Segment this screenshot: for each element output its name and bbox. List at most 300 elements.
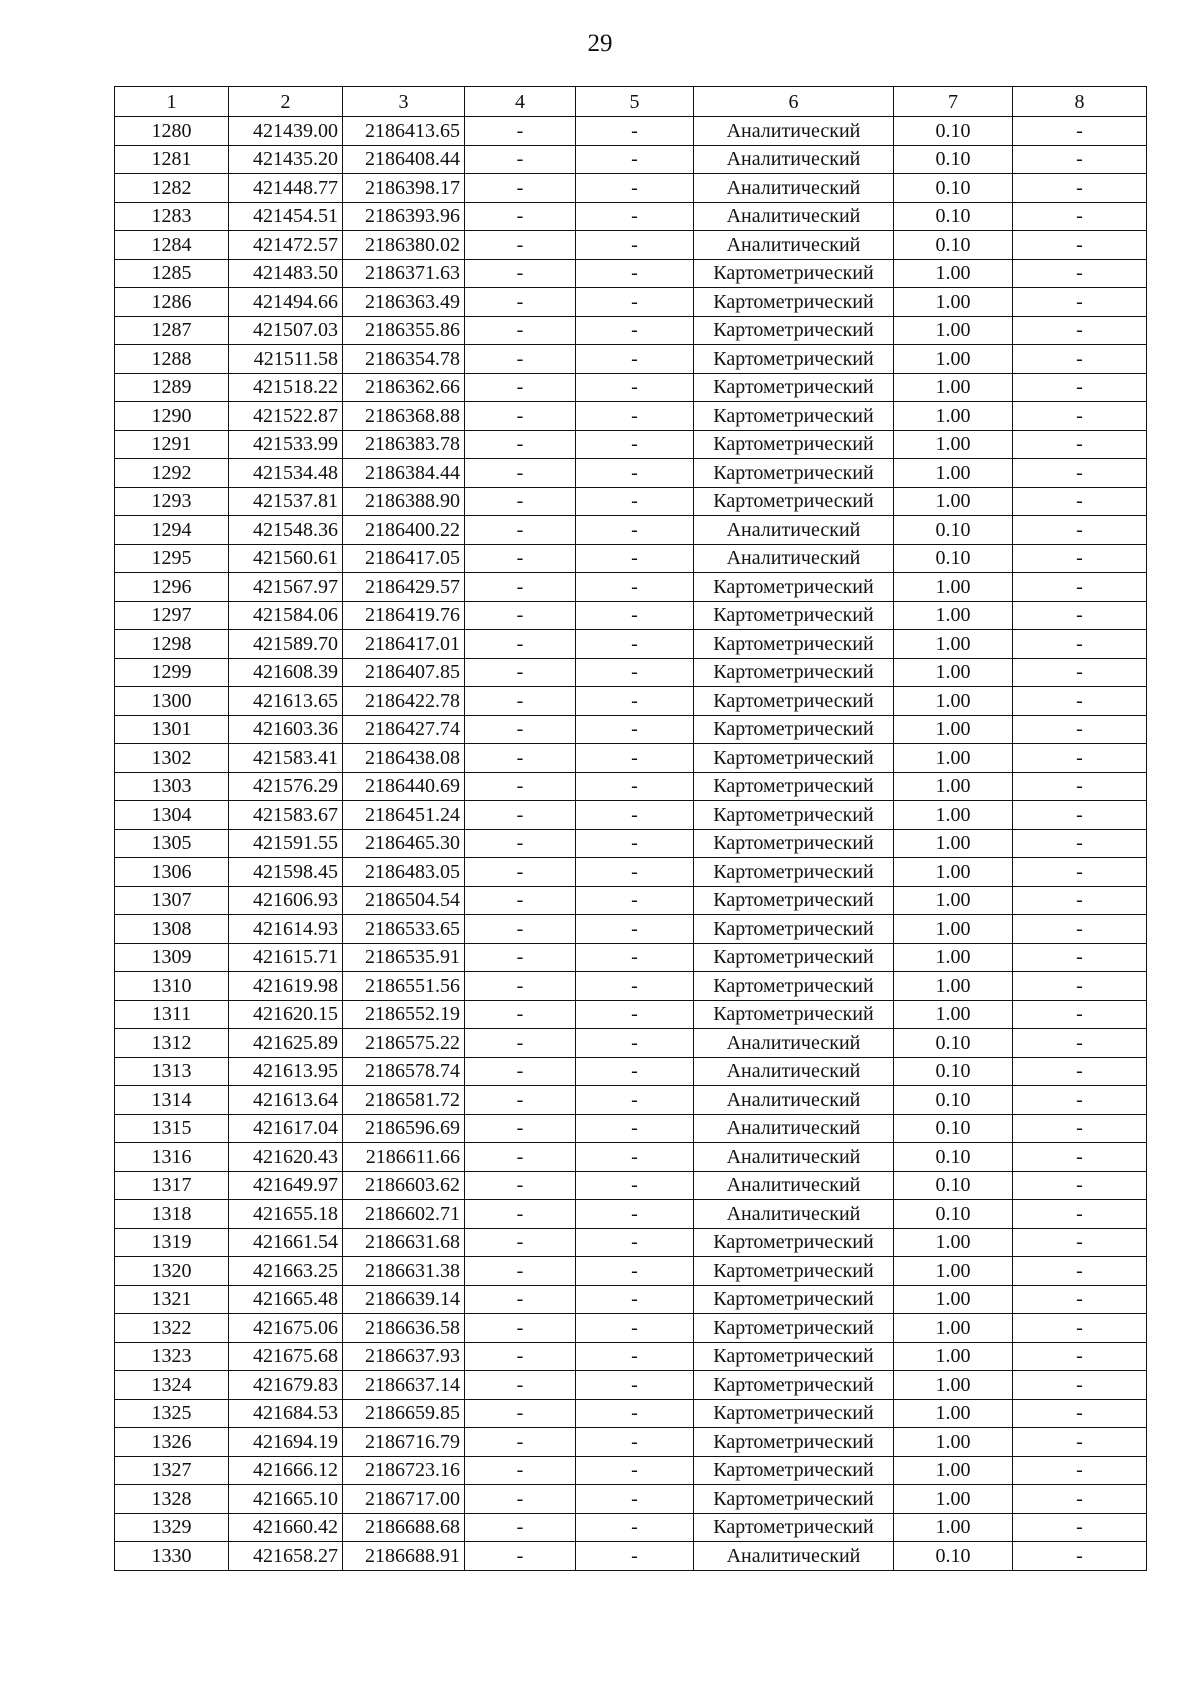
table-cell: 421567.97 <box>229 573 343 602</box>
table-cell: Картометрический <box>694 345 894 374</box>
table-row <box>115 1200 1147 1229</box>
table-cell: 0.10 <box>894 231 1013 260</box>
table-cell: 1313 <box>115 1057 229 1086</box>
table-cell: - <box>465 316 576 345</box>
table-cell: - <box>1013 772 1147 801</box>
table-cell: 2186603.62 <box>343 1171 465 1200</box>
table-cell: - <box>576 288 694 317</box>
table-cell: 1.00 <box>894 1314 1013 1343</box>
table-cell: Картометрический <box>694 972 894 1001</box>
table-cell: 2186636.58 <box>343 1314 465 1343</box>
table-cell: - <box>576 1114 694 1143</box>
table-cell: - <box>1013 1513 1147 1542</box>
table-cell: - <box>576 402 694 431</box>
page-number: 29 <box>587 30 613 57</box>
table-cell: - <box>1013 1257 1147 1286</box>
table-cell: 2186723.16 <box>343 1456 465 1485</box>
table-cell: - <box>465 943 576 972</box>
table-cell: 1305 <box>115 829 229 858</box>
table-cell: 421615.71 <box>229 943 343 972</box>
table-cell: - <box>465 915 576 944</box>
table-cell: Аналитический <box>694 1542 894 1571</box>
table-row <box>115 231 1147 260</box>
table-cell: 2186383.78 <box>343 430 465 459</box>
table-row <box>115 1114 1147 1143</box>
table-cell: - <box>576 202 694 231</box>
table-row <box>115 1057 1147 1086</box>
table-cell: - <box>465 345 576 374</box>
table-cell: 1300 <box>115 687 229 716</box>
table-cell: 1.00 <box>894 1228 1013 1257</box>
table-cell: 421614.93 <box>229 915 343 944</box>
table-cell: 1.00 <box>894 744 1013 773</box>
table-row <box>115 744 1147 773</box>
table-cell: 421625.89 <box>229 1029 343 1058</box>
table-cell: Аналитический <box>694 145 894 174</box>
table-cell: - <box>465 1228 576 1257</box>
table-cell: - <box>465 487 576 516</box>
table-cell: Картометрический <box>694 459 894 488</box>
table-cell: 421679.83 <box>229 1371 343 1400</box>
table-row <box>115 630 1147 659</box>
table-cell: - <box>1013 1029 1147 1058</box>
table-cell: 421448.77 <box>229 174 343 203</box>
table-cell: - <box>1013 430 1147 459</box>
table-cell: 1290 <box>115 402 229 431</box>
table-cell: - <box>576 972 694 1001</box>
table-cell: Аналитический <box>694 1143 894 1172</box>
table-cell: 421472.57 <box>229 231 343 260</box>
table-row <box>115 858 1147 887</box>
table-cell: 421655.18 <box>229 1200 343 1229</box>
table-cell: - <box>576 1000 694 1029</box>
table-cell: - <box>1013 915 1147 944</box>
table-cell: 2186354.78 <box>343 345 465 374</box>
table-cell: 1.00 <box>894 345 1013 374</box>
table-cell: Картометрический <box>694 829 894 858</box>
table-cell: 1325 <box>115 1399 229 1428</box>
table-cell: Картометрический <box>694 430 894 459</box>
table-cell: - <box>576 345 694 374</box>
table-cell: - <box>1013 1428 1147 1457</box>
table-cell: 1.00 <box>894 886 1013 915</box>
table-cell: Аналитический <box>694 231 894 260</box>
table-cell: 421494.66 <box>229 288 343 317</box>
table-cell: 1.00 <box>894 772 1013 801</box>
table-row <box>115 1143 1147 1172</box>
table-cell: 1.00 <box>894 402 1013 431</box>
table-cell: - <box>465 1171 576 1200</box>
table-cell: - <box>465 744 576 773</box>
table-row <box>115 1485 1147 1514</box>
table-cell: - <box>1013 1285 1147 1314</box>
table-cell: - <box>465 1200 576 1229</box>
table-cell: - <box>576 1485 694 1514</box>
table-cell: - <box>1013 145 1147 174</box>
table-cell: 0.10 <box>894 1114 1013 1143</box>
table-cell: - <box>576 858 694 887</box>
table-cell: Аналитический <box>694 1171 894 1200</box>
column-header: 6 <box>694 87 894 117</box>
table-cell: 0.10 <box>894 117 1013 146</box>
table-cell: 1.00 <box>894 972 1013 1001</box>
table-cell: - <box>1013 1200 1147 1229</box>
table-cell: 2186419.76 <box>343 601 465 630</box>
table-cell: 1292 <box>115 459 229 488</box>
table-cell: - <box>465 1114 576 1143</box>
table-row <box>115 1513 1147 1542</box>
table-cell: 421584.06 <box>229 601 343 630</box>
table-cell: Картометрический <box>694 630 894 659</box>
table-cell: 421548.36 <box>229 516 343 545</box>
table-cell: - <box>465 772 576 801</box>
table-cell: - <box>465 373 576 402</box>
table-cell: 2186429.57 <box>343 573 465 602</box>
table-cell: 421620.43 <box>229 1143 343 1172</box>
table-cell: - <box>1013 1399 1147 1428</box>
table-cell: - <box>465 1314 576 1343</box>
table-cell: 1289 <box>115 373 229 402</box>
table-cell: 1293 <box>115 487 229 516</box>
table-cell: 2186611.66 <box>343 1143 465 1172</box>
table-cell: 1306 <box>115 858 229 887</box>
table-cell: 1302 <box>115 744 229 773</box>
table-cell: - <box>465 1086 576 1115</box>
table-cell: - <box>576 1029 694 1058</box>
table-cell: 1322 <box>115 1314 229 1343</box>
table-cell: 1.00 <box>894 1456 1013 1485</box>
table-cell: - <box>1013 117 1147 146</box>
table-cell: - <box>576 1057 694 1086</box>
table-cell: 1303 <box>115 772 229 801</box>
table-cell: Картометрический <box>694 259 894 288</box>
table-row <box>115 1086 1147 1115</box>
coordinates-table <box>114 86 1147 1571</box>
table-cell: 421649.97 <box>229 1171 343 1200</box>
table-cell: - <box>576 145 694 174</box>
table-cell: - <box>576 1542 694 1571</box>
table-cell: - <box>465 715 576 744</box>
table-cell: - <box>1013 1057 1147 1086</box>
table-cell: - <box>1013 1000 1147 1029</box>
table-cell: 1.00 <box>894 1513 1013 1542</box>
table-cell: 421522.87 <box>229 402 343 431</box>
table-cell: 1297 <box>115 601 229 630</box>
table-cell: 1.00 <box>894 687 1013 716</box>
table-cell: 2186407.85 <box>343 658 465 687</box>
table-cell: 2186417.01 <box>343 630 465 659</box>
table-cell: 421483.50 <box>229 259 343 288</box>
table-row <box>115 174 1147 203</box>
table-cell: Аналитический <box>694 117 894 146</box>
table-row <box>115 145 1147 174</box>
table-cell: 1328 <box>115 1485 229 1514</box>
table-cell: - <box>1013 801 1147 830</box>
table-cell: Аналитический <box>694 1057 894 1086</box>
table-cell: 2186533.65 <box>343 915 465 944</box>
table-row <box>115 915 1147 944</box>
table-cell: - <box>576 1342 694 1371</box>
table-cell: Аналитический <box>694 174 894 203</box>
table-cell: - <box>465 829 576 858</box>
table-cell: 1.00 <box>894 715 1013 744</box>
table-cell: - <box>465 259 576 288</box>
table-row <box>115 487 1147 516</box>
table-cell: 1282 <box>115 174 229 203</box>
table-cell: 421619.98 <box>229 972 343 1001</box>
table-cell: Аналитический <box>694 202 894 231</box>
table-cell: - <box>576 744 694 773</box>
table-cell: Картометрический <box>694 288 894 317</box>
table-cell: - <box>465 174 576 203</box>
table-cell: Картометрический <box>694 1285 894 1314</box>
table-cell: - <box>576 373 694 402</box>
table-cell: 1295 <box>115 544 229 573</box>
table-cell: Картометрический <box>694 601 894 630</box>
table-cell: - <box>576 601 694 630</box>
table-cell: 1283 <box>115 202 229 231</box>
table-cell: - <box>465 145 576 174</box>
table-cell: Картометрический <box>694 373 894 402</box>
table-cell: Картометрический <box>694 1314 894 1343</box>
table-cell: 2186362.66 <box>343 373 465 402</box>
column-header: 4 <box>465 87 576 117</box>
table-cell: - <box>465 430 576 459</box>
table-cell: - <box>465 231 576 260</box>
table-cell: - <box>1013 1314 1147 1343</box>
table-cell: - <box>465 1342 576 1371</box>
table-cell: Аналитический <box>694 516 894 545</box>
table-cell: - <box>1013 715 1147 744</box>
table-cell: - <box>465 1485 576 1514</box>
table-cell: 2186363.49 <box>343 288 465 317</box>
table-cell: 1.00 <box>894 1399 1013 1428</box>
table-cell: - <box>576 715 694 744</box>
table-cell: 421675.68 <box>229 1342 343 1371</box>
table-row <box>115 943 1147 972</box>
table-cell: 421583.67 <box>229 801 343 830</box>
table-cell: - <box>1013 1114 1147 1143</box>
table-cell: - <box>576 1228 694 1257</box>
table-cell: 421534.48 <box>229 459 343 488</box>
table-row <box>115 1342 1147 1371</box>
table-cell: 421603.36 <box>229 715 343 744</box>
table-cell: 1326 <box>115 1428 229 1457</box>
table-row <box>115 430 1147 459</box>
table-cell: 1315 <box>115 1114 229 1143</box>
table-row <box>115 1542 1147 1571</box>
table-cell: 2186417.05 <box>343 544 465 573</box>
table-cell: - <box>1013 202 1147 231</box>
table-cell: 1320 <box>115 1257 229 1286</box>
table-cell: 1280 <box>115 117 229 146</box>
table-cell: 1294 <box>115 516 229 545</box>
table-cell: 421560.61 <box>229 544 343 573</box>
table-row <box>115 1000 1147 1029</box>
table-cell: 1.00 <box>894 1485 1013 1514</box>
table-cell: Картометрический <box>694 1257 894 1286</box>
table-cell: 2186400.22 <box>343 516 465 545</box>
table-cell: 1329 <box>115 1513 229 1542</box>
table-cell: - <box>576 1171 694 1200</box>
table-cell: Картометрический <box>694 1485 894 1514</box>
table-cell: - <box>576 1314 694 1343</box>
table-cell: Картометрический <box>694 1371 894 1400</box>
table-row <box>115 1029 1147 1058</box>
table-cell: Картометрический <box>694 1399 894 1428</box>
table-cell: - <box>576 687 694 716</box>
table-cell: - <box>1013 630 1147 659</box>
table-cell: - <box>1013 231 1147 260</box>
table-cell: 0.10 <box>894 145 1013 174</box>
table-cell: 2186465.30 <box>343 829 465 858</box>
table-cell: 1311 <box>115 1000 229 1029</box>
column-header: 7 <box>894 87 1013 117</box>
table-cell: Картометрический <box>694 658 894 687</box>
table-cell: - <box>576 117 694 146</box>
table-cell: Аналитический <box>694 1029 894 1058</box>
table-cell: - <box>465 1057 576 1086</box>
table-cell: - <box>465 288 576 317</box>
table-row <box>115 345 1147 374</box>
table-cell: Картометрический <box>694 1342 894 1371</box>
table-cell: - <box>576 1371 694 1400</box>
table-cell: - <box>1013 316 1147 345</box>
table-cell: 2186578.74 <box>343 1057 465 1086</box>
table-cell: 1.00 <box>894 1285 1013 1314</box>
table-cell: - <box>1013 858 1147 887</box>
table-cell: 421663.25 <box>229 1257 343 1286</box>
table-cell: 1.00 <box>894 858 1013 887</box>
table-cell: - <box>576 1143 694 1172</box>
table-cell: - <box>576 544 694 573</box>
table-cell: Картометрический <box>694 1428 894 1457</box>
table-cell: 2186637.93 <box>343 1342 465 1371</box>
table-cell: - <box>1013 943 1147 972</box>
table-cell: - <box>1013 1342 1147 1371</box>
table-cell: - <box>465 1456 576 1485</box>
table-row <box>115 801 1147 830</box>
table-cell: - <box>1013 1143 1147 1172</box>
table-cell: 1.00 <box>894 630 1013 659</box>
table-cell: - <box>1013 288 1147 317</box>
table-cell: - <box>576 630 694 659</box>
table-cell: 1281 <box>115 145 229 174</box>
table-cell: 2186551.56 <box>343 972 465 1001</box>
table-cell: 1.00 <box>894 288 1013 317</box>
table-cell: - <box>465 1143 576 1172</box>
table-cell: - <box>465 459 576 488</box>
table-cell: 421617.04 <box>229 1114 343 1143</box>
table-cell: 421608.39 <box>229 658 343 687</box>
table-cell: 1304 <box>115 801 229 830</box>
table-cell: - <box>1013 174 1147 203</box>
table-cell: - <box>465 202 576 231</box>
table-body <box>115 117 1147 1571</box>
table-cell: 1.00 <box>894 1371 1013 1400</box>
table-cell: Аналитический <box>694 1086 894 1115</box>
table-cell: - <box>465 858 576 887</box>
table-cell: - <box>1013 373 1147 402</box>
table-cell: - <box>465 1000 576 1029</box>
table-cell: 1.00 <box>894 1428 1013 1457</box>
table-cell: 1.00 <box>894 430 1013 459</box>
table-cell: 421613.64 <box>229 1086 343 1115</box>
table-cell: 2186631.68 <box>343 1228 465 1257</box>
table-row <box>115 316 1147 345</box>
table-cell: 2186380.02 <box>343 231 465 260</box>
table-cell: - <box>1013 687 1147 716</box>
table-cell: 421511.58 <box>229 345 343 374</box>
table-cell: Картометрический <box>694 687 894 716</box>
table-cell: 0.10 <box>894 1029 1013 1058</box>
table-cell: 1.00 <box>894 1257 1013 1286</box>
table-cell: 1.00 <box>894 259 1013 288</box>
table-cell: 0.10 <box>894 1086 1013 1115</box>
table-cell: - <box>465 402 576 431</box>
table-cell: - <box>576 886 694 915</box>
table-cell: Картометрический <box>694 715 894 744</box>
table-cell: - <box>576 1086 694 1115</box>
table-cell: - <box>1013 886 1147 915</box>
table-cell: - <box>576 516 694 545</box>
table-cell: Аналитический <box>694 1114 894 1143</box>
table-cell: - <box>1013 345 1147 374</box>
table-cell: 421598.45 <box>229 858 343 887</box>
table-cell: - <box>1013 1456 1147 1485</box>
table-cell: 1317 <box>115 1171 229 1200</box>
table-cell: 421613.65 <box>229 687 343 716</box>
table-cell: 2186602.71 <box>343 1200 465 1229</box>
table-cell: 421576.29 <box>229 772 343 801</box>
table-cell: 2186388.90 <box>343 487 465 516</box>
table-row <box>115 886 1147 915</box>
table-cell: - <box>1013 402 1147 431</box>
table-cell: 1288 <box>115 345 229 374</box>
column-header: 8 <box>1013 87 1147 117</box>
table-cell: - <box>576 174 694 203</box>
table-cell: 2186440.69 <box>343 772 465 801</box>
table-cell: - <box>1013 1228 1147 1257</box>
table-row <box>115 1456 1147 1485</box>
table-cell: - <box>576 430 694 459</box>
table-cell: 1296 <box>115 573 229 602</box>
table-cell: - <box>576 1200 694 1229</box>
table-cell: 1327 <box>115 1456 229 1485</box>
table-row <box>115 1371 1147 1400</box>
table-cell: Картометрический <box>694 573 894 602</box>
table-cell: - <box>1013 972 1147 1001</box>
table-cell: - <box>465 1029 576 1058</box>
table-cell: - <box>576 915 694 944</box>
table-cell: 0.10 <box>894 1542 1013 1571</box>
table-cell: - <box>1013 744 1147 773</box>
column-header: 1 <box>115 87 229 117</box>
table-row <box>115 1171 1147 1200</box>
table-cell: 1.00 <box>894 1000 1013 1029</box>
table-cell: - <box>1013 1171 1147 1200</box>
table-cell: - <box>1013 259 1147 288</box>
table-cell: - <box>576 573 694 602</box>
table-cell: 2186504.54 <box>343 886 465 915</box>
table-cell: Картометрический <box>694 487 894 516</box>
table-row <box>115 772 1147 801</box>
table-cell: 2186637.14 <box>343 1371 465 1400</box>
table-cell: - <box>465 544 576 573</box>
table-cell: 421666.12 <box>229 1456 343 1485</box>
table-cell: 421591.55 <box>229 829 343 858</box>
table-cell: - <box>1013 487 1147 516</box>
